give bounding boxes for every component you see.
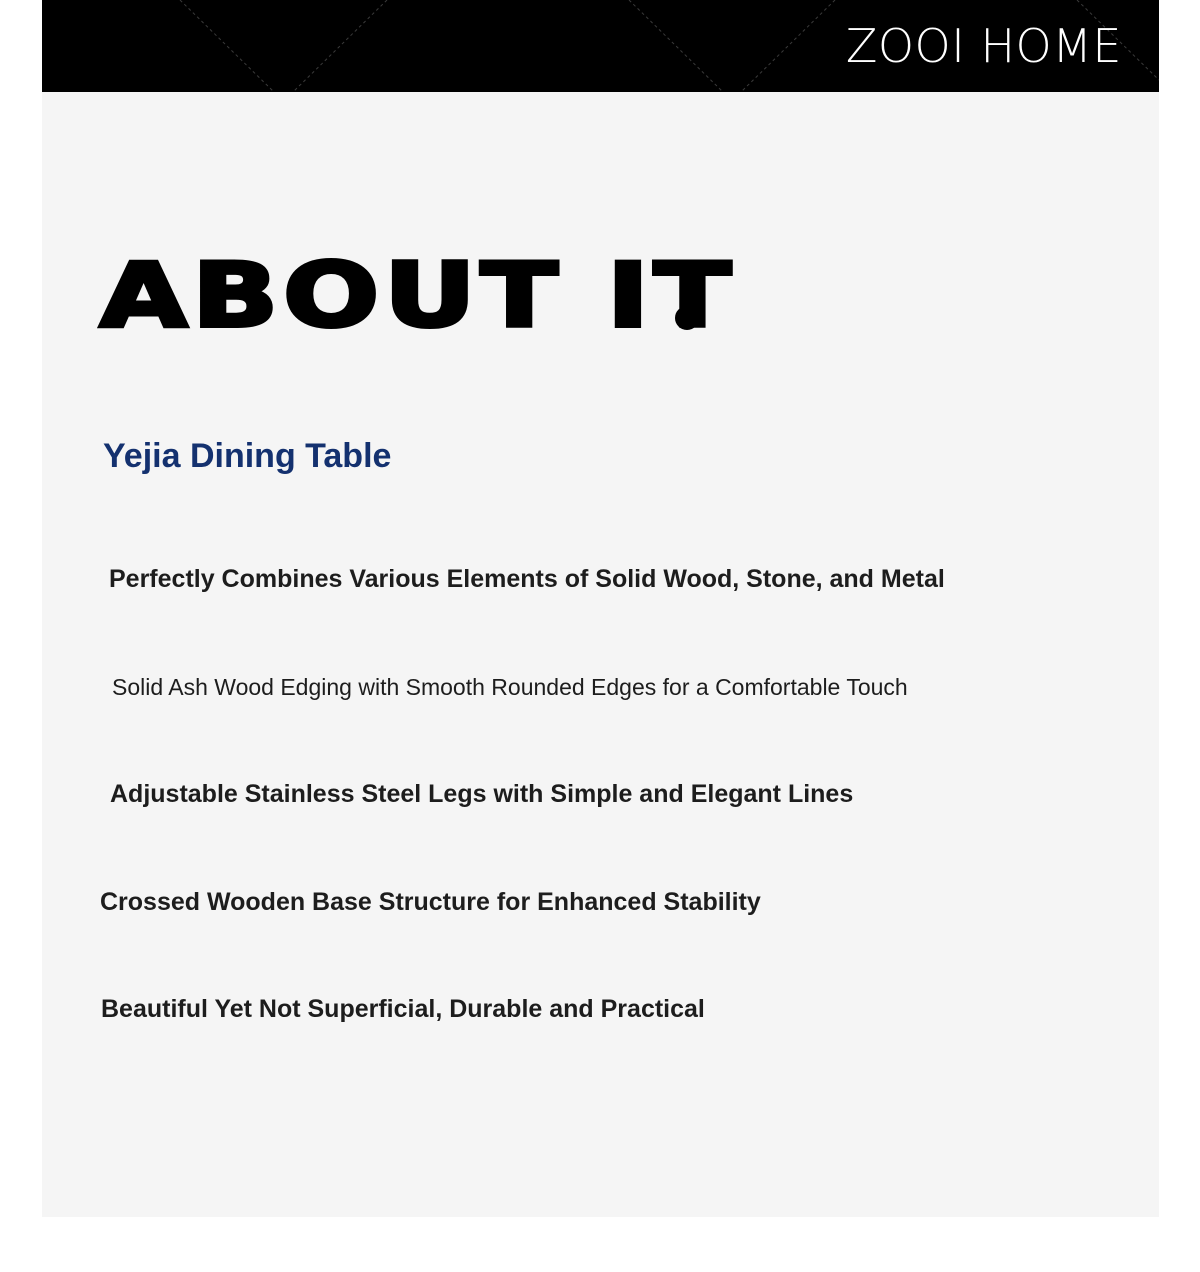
brand-banner [42,0,1159,92]
section-title: ABOUT IT [100,244,737,347]
feature-line: Solid Ash Wood Edging with Smooth Rounded Edges for a Comfortable Touch [112,674,908,700]
title-circle-dot [675,306,699,330]
feature-line: Beautiful Yet Not Superficial, Durable and Practical [101,995,705,1023]
brand-logo-text: ZOOI HOME [845,19,1122,73]
feature-line: Perfectly Combines Various Elements of Solid Wood, Stone, and Metal [109,565,945,593]
feature-line: Crossed Wooden Base Structure for Enhanced Stability [100,888,761,916]
feature-line: Adjustable Stainless Steel Legs with Simple and Elegant Lines [110,780,854,808]
about-section [42,0,1159,1217]
product-name: Yejia Dining Table [103,437,392,475]
